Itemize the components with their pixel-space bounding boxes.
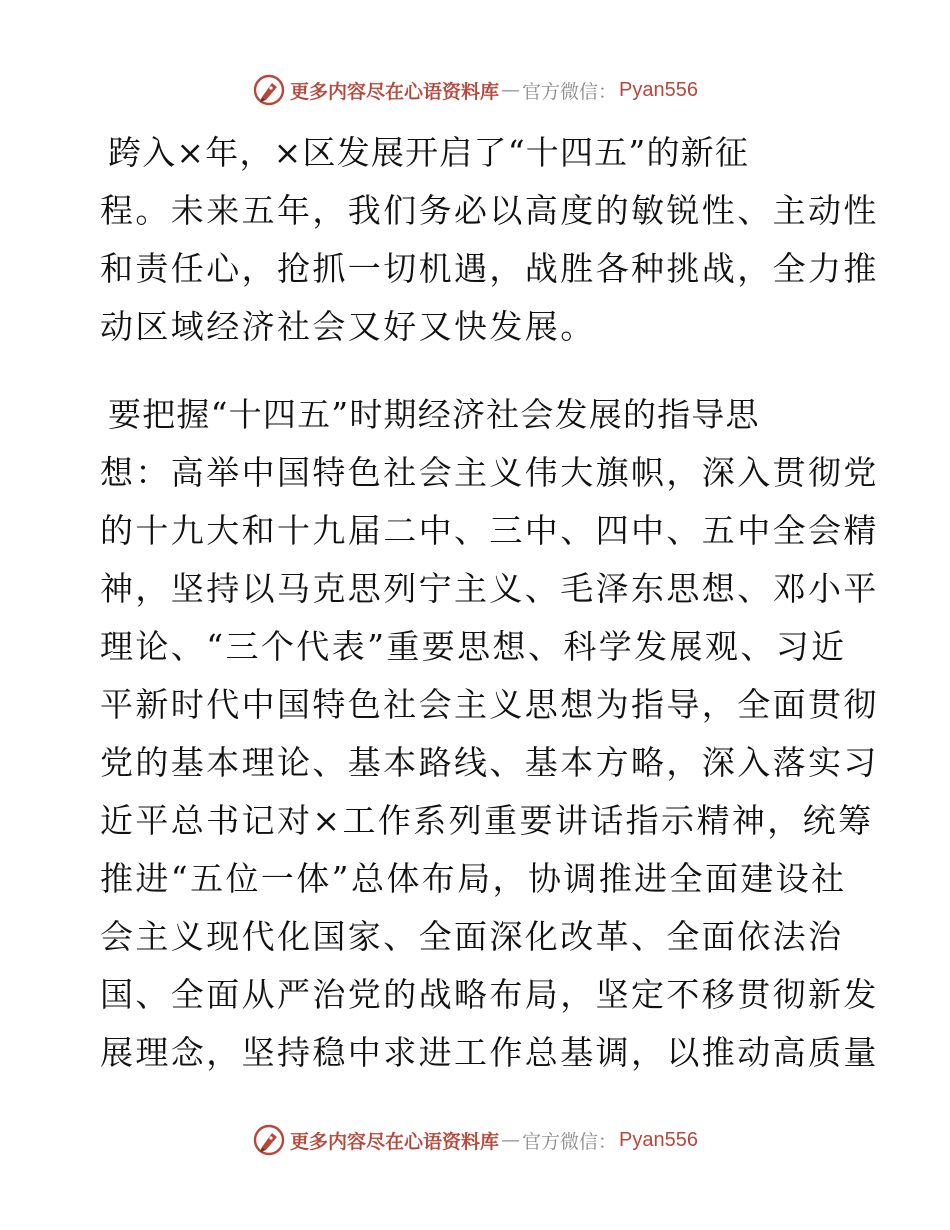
text-line: 推进“五位一体”总体布局，协调推进全面建设社 <box>100 859 847 898</box>
header-wechat-label: 官方微信： <box>522 80 618 103</box>
text-line: 程。未来五年，我们务必以高度的敏锐性、主动性 <box>100 191 879 230</box>
text-line: 展理念，坚持稳中求进工作总基调，以推动高质量 <box>100 1033 879 1072</box>
text-line: 平新时代中国特色社会主义思想为指导，全面贯彻 <box>100 685 879 724</box>
footer-wechat-id: Pyan556 <box>619 1128 698 1151</box>
pen-nib-logo-icon <box>252 1123 286 1157</box>
text-line: 党的基本理论、基本路线、基本方略，深入落实习 <box>100 743 879 782</box>
footer-dash: — <box>501 1129 521 1151</box>
text-line: 想：高举中国特色社会主义伟大旗帜，深入贯彻党 <box>100 453 879 492</box>
header-dash: — <box>501 79 521 101</box>
text-line: 动区域经济社会又好又快发展。 <box>100 307 596 346</box>
text-line: 会主义现代化国家、全面深化改革、全面依法治 <box>100 917 844 956</box>
text-line: 近平总书记对×工作系列重要讲话指示精神，统筹 <box>100 801 874 840</box>
text-line: 神，坚持以马克思列宁主义、毛泽东思想、邓小平 <box>100 569 879 608</box>
footer-watermark-banner <box>0 1120 950 1160</box>
paragraph-gap <box>100 356 848 386</box>
text-line: 和责任心，抢抓一切机遇，战胜各种挑战，全力推 <box>100 249 879 288</box>
pen-nib-logo-icon <box>252 73 286 107</box>
text-line: 跨入×年，×区发展开启了“十四五”的新征 <box>108 133 750 172</box>
text-line: 的十九大和十九届二中、三中、四中、五中全会精 <box>100 511 879 550</box>
paragraph-2 <box>100 386 879 1082</box>
footer-site-name: 更多内容尽在心语资料库 <box>290 1130 500 1153</box>
text-line: 理论、“三个代表”重要思想、科学发展观、习近 <box>100 627 847 666</box>
text-line: 国、全面从严治党的战略布局，坚定不移贯彻新发 <box>100 975 879 1014</box>
paragraph-1 <box>100 124 879 356</box>
header-watermark-banner <box>0 70 950 110</box>
header-wechat-id: Pyan556 <box>619 78 698 101</box>
text-line: 要把握“十四五”时期经济社会发展的指导思 <box>108 395 760 434</box>
header-site-name: 更多内容尽在心语资料库 <box>290 80 500 103</box>
footer-wechat-label: 官方微信： <box>522 1130 618 1153</box>
document-body <box>100 124 879 1082</box>
